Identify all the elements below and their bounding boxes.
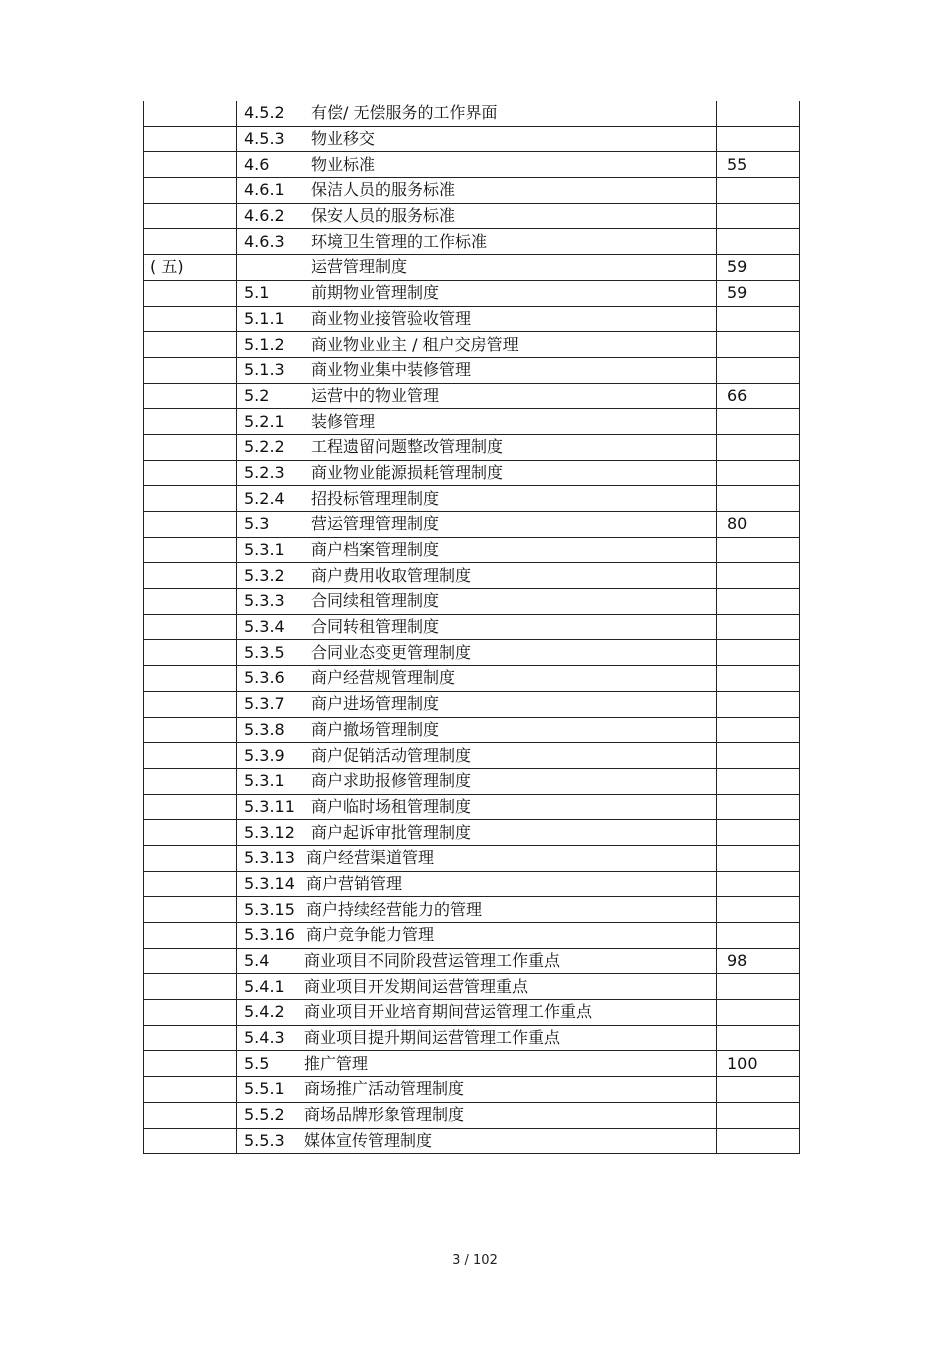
toc-entry-number: 5.2.1 (244, 411, 285, 431)
toc-entry-number: 5.1.2 (244, 334, 285, 354)
toc-entry-number: 5.3.4 (244, 617, 285, 637)
toc-page-number (717, 1128, 800, 1154)
toc-entry-number: 5.3 (244, 514, 270, 534)
toc-entry-number: 5.1.3 (244, 360, 285, 380)
toc-row (144, 614, 800, 640)
toc-section (144, 845, 237, 871)
toc-entry-title: 合同转租管理制度 (311, 617, 440, 637)
toc-section (144, 101, 237, 126)
toc-page-number (717, 1000, 800, 1026)
toc-section (144, 357, 237, 383)
toc-entry-title: 商户持续经营能力的管理 (306, 899, 483, 919)
toc-row (144, 486, 800, 512)
toc-page-number (717, 923, 800, 949)
toc-section (144, 383, 237, 409)
toc-entry-number: 5.5.2 (244, 1105, 285, 1125)
toc-entry-number: 5.3.2 (244, 565, 285, 585)
toc-page-number (717, 794, 800, 820)
toc-page-number (717, 845, 800, 871)
toc-page-number (717, 203, 800, 229)
toc-entry-title: 商户临时场租管理制度 (311, 796, 472, 816)
toc-entry-number: 5.5.1 (244, 1079, 285, 1099)
toc-page-number (717, 589, 800, 615)
toc-row (144, 229, 800, 255)
toc-entry-number: 5.5 (244, 1053, 270, 1073)
toc-page-number (717, 717, 800, 743)
toc-entry-title: 保洁人员的服务标准 (311, 180, 456, 200)
toc-section (144, 178, 237, 204)
toc-row (144, 640, 800, 666)
toc-page-number (717, 666, 800, 692)
toc-entry-title: 商业项目提升期间运营管理工作重点 (304, 1028, 561, 1048)
toc-page-number (717, 1102, 800, 1128)
toc-entry (237, 717, 717, 743)
toc-entry-number: 5.3.7 (244, 694, 285, 714)
toc-row (144, 845, 800, 871)
toc-entry (237, 434, 717, 460)
toc-section (144, 1128, 237, 1154)
toc-entry-title: 有偿/ 无偿服务的工作界面 (311, 103, 498, 123)
toc-entry (237, 229, 717, 255)
toc-entry (237, 589, 717, 615)
toc-row (144, 383, 800, 409)
toc-entry-title: 商业物业集中装修管理 (311, 360, 472, 380)
toc-entry-number: 5.3.3 (244, 591, 285, 611)
toc-entry (237, 409, 717, 435)
toc-row (144, 589, 800, 615)
toc-section (144, 1025, 237, 1051)
toc-entry (237, 383, 717, 409)
toc-row (144, 357, 800, 383)
toc-entry-title: 环境卫生管理的工作标准 (311, 231, 488, 251)
toc-page-number (717, 486, 800, 512)
toc-entry (237, 640, 717, 666)
toc-entry-title: 合同续租管理制度 (311, 591, 440, 611)
toc-section (144, 640, 237, 666)
toc-page-number (717, 357, 800, 383)
toc-page-number: 59 (717, 280, 800, 306)
toc-entry (237, 794, 717, 820)
toc-entry (237, 666, 717, 692)
toc-section (144, 614, 237, 640)
toc-row (144, 255, 800, 281)
toc-row (144, 768, 800, 794)
toc-row (144, 460, 800, 486)
toc-row (144, 1128, 800, 1154)
toc-entry (237, 178, 717, 204)
toc-section (144, 434, 237, 460)
toc-entry-title: 保安人员的服务标准 (311, 206, 456, 226)
toc-section (144, 512, 237, 538)
toc-section (144, 203, 237, 229)
toc-entry-title: 商户促销活动管理制度 (311, 745, 472, 765)
toc-row (144, 717, 800, 743)
toc-entry-number: 5.1 (244, 283, 270, 303)
toc-entry-number: 5.2.2 (244, 437, 285, 457)
toc-entry-number: 5.3.8 (244, 719, 285, 739)
toc-row (144, 1000, 800, 1026)
toc-page-number (717, 897, 800, 923)
toc-section (144, 152, 237, 178)
toc-page-number (717, 229, 800, 255)
toc-entry-number: 5.3.12 (244, 822, 295, 842)
toc-section: ( 五) (144, 255, 237, 281)
toc-entry (237, 1025, 717, 1051)
toc-entry (237, 537, 717, 563)
toc-entry (237, 306, 717, 332)
toc-section (144, 1000, 237, 1026)
toc-section (144, 768, 237, 794)
toc-row (144, 126, 800, 152)
toc-entry (237, 332, 717, 358)
toc-entry-number: 5.1.1 (244, 308, 285, 328)
toc-entry (237, 974, 717, 1000)
toc-row (144, 332, 800, 358)
toc-entry-title: 商户撤场管理制度 (311, 719, 440, 739)
toc-entry-title: 商户经营渠道管理 (306, 848, 435, 868)
toc-page-number (717, 820, 800, 846)
toc-section (144, 332, 237, 358)
toc-row (144, 871, 800, 897)
toc-section (144, 306, 237, 332)
toc-entry-number: 5.3.16 (244, 925, 295, 945)
toc-row (144, 409, 800, 435)
toc-section (144, 871, 237, 897)
toc-page-number (717, 332, 800, 358)
toc-entry (237, 743, 717, 769)
toc-page-number (717, 178, 800, 204)
toc-row (144, 280, 800, 306)
toc-entry-number: 5.3.11 (244, 796, 295, 816)
toc-entry (237, 563, 717, 589)
toc-page-number (717, 101, 800, 126)
toc-page-number (717, 871, 800, 897)
page-number: 3 / 102 (452, 1253, 498, 1268)
toc-entry-number: 5.4.1 (244, 976, 285, 996)
toc-entry (237, 280, 717, 306)
toc-entry-title: 商场品牌形象管理制度 (304, 1105, 465, 1125)
toc-entry (237, 486, 717, 512)
toc-entry-title: 工程遗留问题整改管理制度 (311, 437, 504, 457)
toc-row (144, 512, 800, 538)
toc-page-number (717, 768, 800, 794)
toc-section (144, 563, 237, 589)
toc-page-number (717, 614, 800, 640)
toc-body (144, 101, 800, 1154)
toc-entry-number: 4.5.2 (244, 103, 285, 123)
toc-section (144, 717, 237, 743)
toc-row (144, 1051, 800, 1077)
toc-page-number (717, 640, 800, 666)
toc-entry (237, 101, 717, 126)
toc-section (144, 589, 237, 615)
toc-entry-number: 4.6 (244, 154, 270, 174)
toc-page-number (717, 691, 800, 717)
toc-entry-title: 物业移交 (311, 129, 376, 149)
toc-entry-title: 商业项目开发期间运营管理重点 (304, 976, 529, 996)
toc-entry-title: 推广管理 (304, 1053, 369, 1073)
toc-row (144, 178, 800, 204)
toc-row (144, 923, 800, 949)
toc-page-number: 100 (717, 1051, 800, 1077)
toc-page-number (717, 409, 800, 435)
toc-entry (237, 768, 717, 794)
toc-section (144, 897, 237, 923)
toc-entry-title: 商户档案管理制度 (311, 540, 440, 560)
toc-entry-title: 商户经营规管理制度 (311, 668, 456, 688)
toc-entry-number: 4.6.2 (244, 206, 285, 226)
toc-entry-number: 5.5.3 (244, 1130, 285, 1150)
toc-page-number (717, 306, 800, 332)
toc-section (144, 1077, 237, 1103)
toc-entry-title: 商场推广活动管理制度 (304, 1079, 465, 1099)
toc-page-number (717, 743, 800, 769)
toc-entry (237, 820, 717, 846)
toc-section (144, 743, 237, 769)
toc-entry-number: 5.3.1 (244, 540, 285, 560)
toc-row (144, 537, 800, 563)
toc-row (144, 203, 800, 229)
toc-entry (237, 1077, 717, 1103)
toc-row (144, 1102, 800, 1128)
toc-entry (237, 1102, 717, 1128)
toc-entry (237, 614, 717, 640)
toc-entry-title: 运营中的物业管理 (311, 385, 440, 405)
toc-section (144, 820, 237, 846)
toc-row (144, 794, 800, 820)
toc-entry-title: 商业物业能源损耗管理制度 (311, 462, 504, 482)
toc-entry-title: 商户营销管理 (306, 873, 403, 893)
toc-entry-number: 5.3.1 (244, 771, 285, 791)
toc-page-number (717, 460, 800, 486)
toc-entry-number: 4.6.1 (244, 180, 285, 200)
toc-row (144, 897, 800, 923)
toc-row (144, 691, 800, 717)
toc-row (144, 948, 800, 974)
toc-row (144, 1077, 800, 1103)
toc-page-number (717, 1077, 800, 1103)
toc-entry-title: 装修管理 (311, 411, 376, 431)
toc-row (144, 563, 800, 589)
toc-page-number (717, 537, 800, 563)
toc-entry-number: 5.4.3 (244, 1028, 285, 1048)
toc-entry-number: 4.5.3 (244, 129, 285, 149)
toc-row (144, 306, 800, 332)
toc-entry (237, 871, 717, 897)
toc-section (144, 1051, 237, 1077)
toc-entry (237, 1000, 717, 1026)
toc-entry (237, 1051, 717, 1077)
toc-section (144, 666, 237, 692)
toc-page-number: 59 (717, 255, 800, 281)
toc-section (144, 948, 237, 974)
toc-entry (237, 126, 717, 152)
toc-page-number (717, 434, 800, 460)
toc-section (144, 923, 237, 949)
toc-entry-title: 商户求助报修管理制度 (311, 771, 472, 791)
toc-entry-title: 商户进场管理制度 (311, 694, 440, 714)
toc-entry-number: 5.3.14 (244, 873, 295, 893)
toc-entry (237, 357, 717, 383)
toc-entry-number: 5.4 (244, 951, 270, 971)
toc-entry-number: 5.3.6 (244, 668, 285, 688)
toc-page-number: 98 (717, 948, 800, 974)
toc-page-number (717, 974, 800, 1000)
toc-entry-number: 5.2.4 (244, 488, 285, 508)
toc-row (144, 666, 800, 692)
toc-row (144, 434, 800, 460)
toc-entry-number: 5.4.2 (244, 1002, 285, 1022)
toc-entry-title: 商业物业接管验收管理 (311, 308, 472, 328)
toc-row (144, 101, 800, 126)
toc-page-number (717, 126, 800, 152)
toc-entry (237, 897, 717, 923)
toc-section (144, 1102, 237, 1128)
toc-row (144, 152, 800, 178)
toc-entry-title: 商业物业业主 / 租户交房管理 (311, 334, 519, 354)
toc-entry (237, 923, 717, 949)
toc-entry-number: 5.3.13 (244, 848, 295, 868)
toc-entry-number: 5.3.9 (244, 745, 285, 765)
toc-page-number (717, 563, 800, 589)
toc-section (144, 691, 237, 717)
toc-section (144, 486, 237, 512)
toc-row (144, 743, 800, 769)
toc-entry-title: 运营管理制度 (311, 257, 408, 277)
toc-entry-title: 商户起诉审批管理制度 (311, 822, 472, 842)
toc-entry (237, 512, 717, 538)
toc-table (143, 101, 800, 1154)
toc-section (144, 460, 237, 486)
toc-page-number: 66 (717, 383, 800, 409)
toc-page-number: 55 (717, 152, 800, 178)
toc-row (144, 820, 800, 846)
toc-entry-title: 合同业态变更管理制度 (311, 642, 472, 662)
toc-entry-title: 商业项目不同阶段营运管理工作重点 (304, 951, 561, 971)
toc-entry-title: 商户费用收取管理制度 (311, 565, 472, 585)
toc-entry-title: 媒体宣传管理制度 (304, 1130, 433, 1150)
toc-section (144, 280, 237, 306)
toc-entry (237, 1128, 717, 1154)
toc-section (144, 794, 237, 820)
toc-entry-title: 营运管理管理制度 (311, 514, 440, 534)
toc-entry (237, 203, 717, 229)
toc-section (144, 229, 237, 255)
toc-entry-number: 5.2 (244, 385, 270, 405)
toc-section (144, 537, 237, 563)
toc-entry (237, 255, 717, 281)
toc-entry-number: 4.6.3 (244, 231, 285, 251)
toc-entry-title: 物业标准 (311, 154, 376, 174)
toc-entry (237, 845, 717, 871)
toc-entry-title: 商业项目开业培育期间营运管理工作重点 (304, 1002, 593, 1022)
toc-entry (237, 152, 717, 178)
toc-row (144, 974, 800, 1000)
toc-entry (237, 460, 717, 486)
toc-section (144, 409, 237, 435)
toc-entry-title: 招投标管理理制度 (311, 488, 440, 508)
toc-page-number (717, 1025, 800, 1051)
toc-entry-number: 5.3.5 (244, 642, 285, 662)
toc-entry-title: 商户竞争能力管理 (306, 925, 435, 945)
toc-page-number: 80 (717, 512, 800, 538)
toc-entry-title: 前期物业管理制度 (311, 283, 440, 303)
toc-entry-number: 5.3.15 (244, 899, 295, 919)
toc-row (144, 1025, 800, 1051)
toc-entry (237, 948, 717, 974)
toc-entry (237, 691, 717, 717)
toc-section (144, 974, 237, 1000)
toc-section (144, 126, 237, 152)
toc-entry-number: 5.2.3 (244, 462, 285, 482)
